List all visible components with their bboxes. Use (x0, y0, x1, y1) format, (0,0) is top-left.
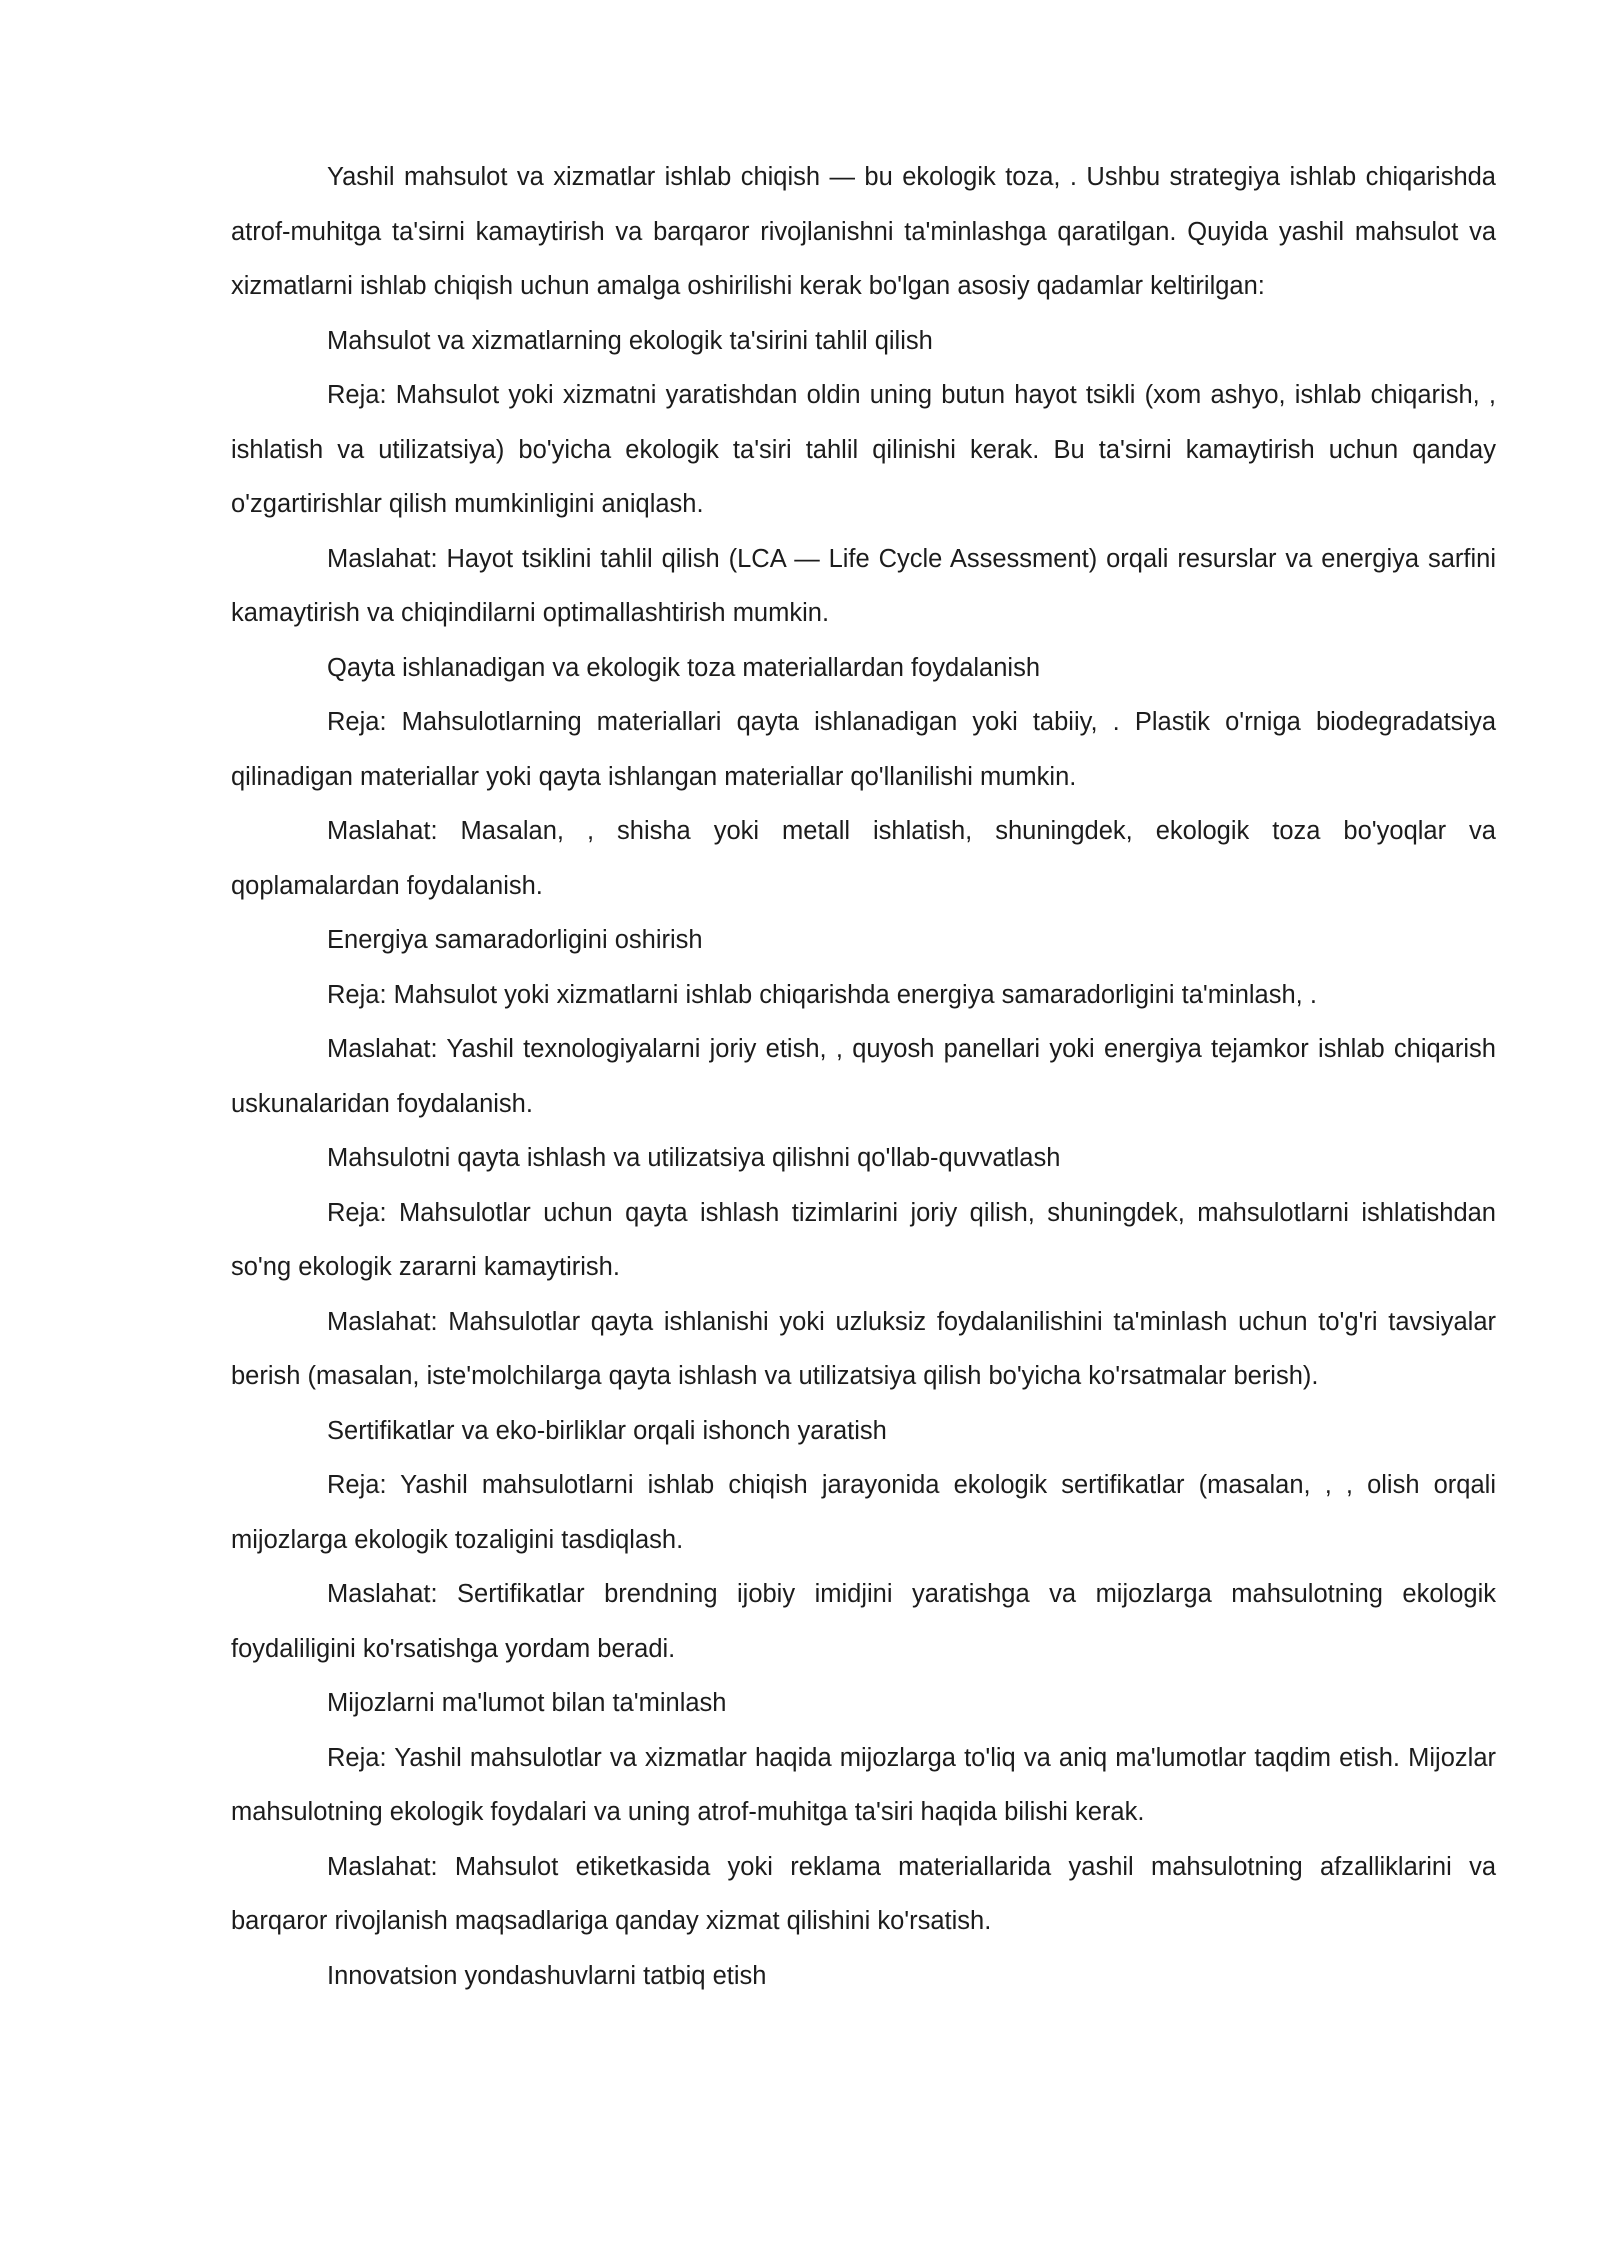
advice-paragraph: Maslahat: Mahsulot etiketkasida yoki reklama materiallarida yashil mahsulotning afzalliklarini va barqaror rivojlanish maqsadlariga qanday xizmat qilishini ko'rsatish. (231, 1852, 1496, 1935)
plan-paragraph: Reja: Mahsulotlarning materiallari qayta ishlanadigan yoki tabiiy, . Plastik o'rniga biodegradatsiya qilinadigan materiallar yoki qayta ishlangan materiallar qo'llanilishi mumkin. (231, 708, 1496, 791)
document-body (231, 150, 1496, 2003)
plan-paragraph: Reja: Yashil mahsulotlar va xizmatlar haqida mijozlarga to'liq va aniq ma'lumotlar taqdim etish. Mijozlar mahsulotning ekologik foydalari va uning atrof-muhitga ta'siri haqida bilishi kerak. (231, 1743, 1496, 1826)
intro-paragraph: Yashil mahsulot va xizmatlar ishlab chiqish — bu ekologik toza, . Ushbu strategiya ishlab chiqarishda atrof-muhitga ta'sirni kamaytirish va barqaror rivojlanishni ta'minlashga qaratilgan. Quyida yashil mahsulot va xizmatlarni ishlab chiqish uchun amalga oshirilishi kerak bo'lgan asosiy qadamlar keltirilgan: (231, 163, 1496, 300)
section-heading: Energiya samaradorligini oshirish (327, 926, 703, 954)
section-heading: Qayta ishlanadigan va ekologik toza materiallardan foydalanish (327, 653, 1041, 682)
plan-paragraph: Reja: Mahsulot yoki xizmatni yaratishdan oldin uning butun hayot tsikli (xom ashyo, ishlab chiqarish, , ishlatish va utilizatsiya) bo'yicha ekologik ta'siri tahlil qilinishi kerak. Bu ta'sirni kamaytirish uchun qanday o'zgartirishlar qilish mumkinligini aniqlash. (231, 381, 1496, 518)
section-heading: Innovatsion yondashuvlarni tatbiq etish (327, 1961, 767, 1990)
advice-paragraph: Maslahat: Sertifikatlar brendning ijobiy imidjini yaratishga va mijozlarga mahsulotning ekologik foydaliligini ko'rsatishga yordam beradi. (231, 1580, 1496, 1663)
plan-paragraph: Reja: Mahsulotlar uchun qayta ishlash tizimlarini joriy qilish, shuningdek, mahsulotlarni ishlatishdan so'ng ekologik zararni kamaytirish. (231, 1198, 1496, 1281)
section-heading: Mahsulot va xizmatlarning ekologik ta'sirini tahlil qilish (327, 326, 933, 355)
plan-paragraph: Reja: Yashil mahsulotlarni ishlab chiqish jarayonida ekologik sertifikatlar (masalan, , , olish orqali mijozlarga ekologik tozaligini tasdiqlash. (231, 1471, 1496, 1554)
section-heading: Mijozlarni ma'lumot bilan ta'minlash (327, 1689, 727, 1717)
plan-paragraph: Reja: Mahsulot yoki xizmatlarni ishlab chiqarishda energiya samaradorligini ta'minlash, . (327, 980, 1317, 1009)
advice-paragraph: Maslahat: Masalan, , shisha yoki metall ishlatish, shuningdek, ekologik toza bo'yoqlar va qoplamalardan foydalanish. (231, 817, 1496, 900)
advice-paragraph: Maslahat: Yashil texnologiyalarni joriy etish, , quyosh panellari yoki energiya tejamkor ishlab chiqarish uskunalaridan foydalanish. (231, 1035, 1496, 1118)
section-heading: Sertifikatlar va eko-birliklar orqali ishonch yaratish (327, 1416, 887, 1445)
advice-paragraph: Maslahat: Mahsulotlar qayta ishlanishi yoki uzluksiz foydalanilishini ta'minlash uchun to'g'ri tavsiyalar berish (masalan, iste'molchilarga qayta ishlash va utilizatsiya qilish bo'yicha ko'rsatmalar berish). (231, 1307, 1496, 1390)
advice-paragraph: Maslahat: Hayot tsiklini tahlil qilish (LCA — Life Cycle Assessment) orqali resurslar va energiya sarfini kamaytirish va chiqindilarni optimallashtirish mumkin. (231, 544, 1496, 627)
section-heading: Mahsulotni qayta ishlash va utilizatsiya qilishni qo'llab-quvvatlash (327, 1144, 1061, 1172)
